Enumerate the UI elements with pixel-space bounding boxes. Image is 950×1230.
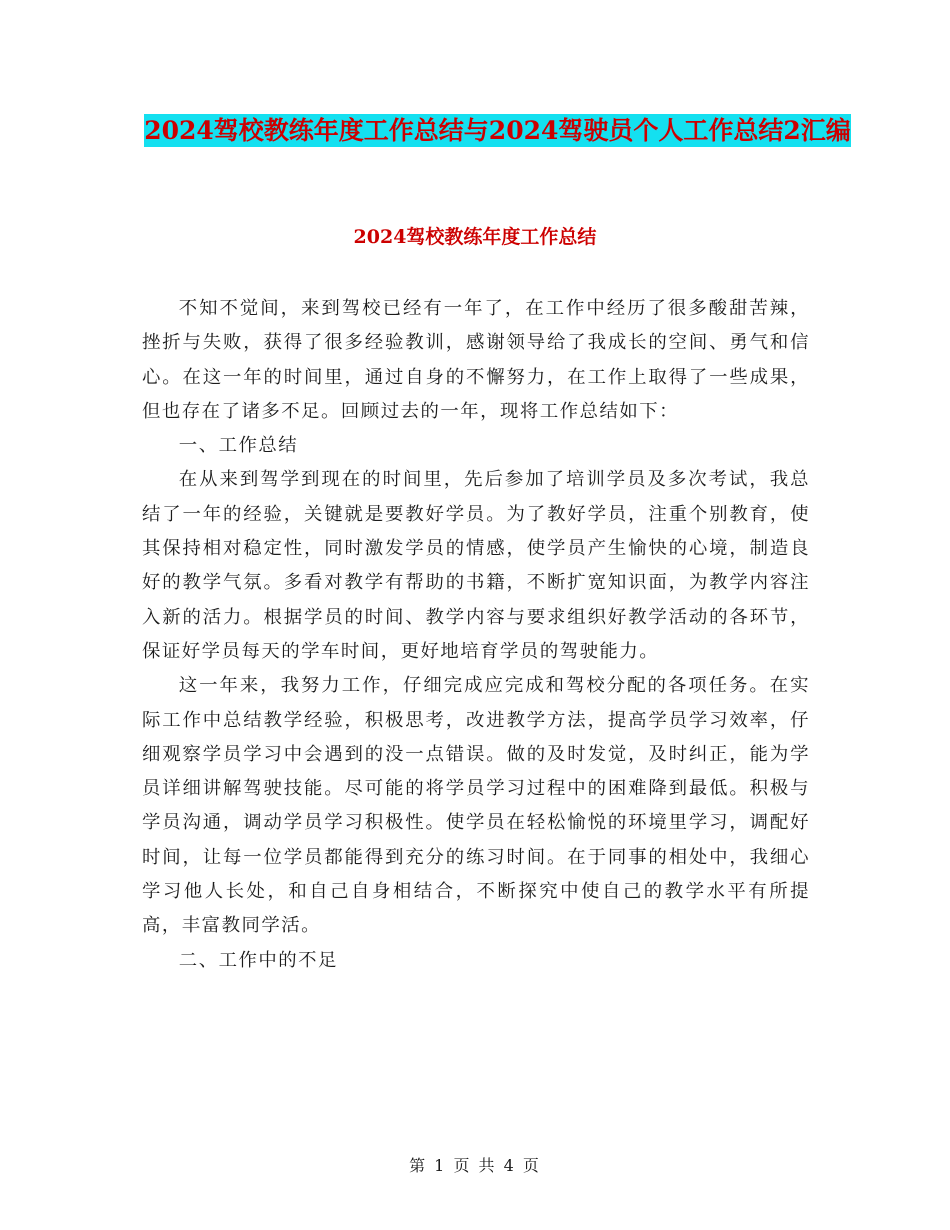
paragraph-work-summary: 在从来到驾学到现在的时间里，先后参加了培训学员及多次考试，我总结了一年的经验，关键就是要教好学员。为了教好学员，注重个别教育，使其保持相对稳定性，同时激发学员的情感，使学员产生愉快的心境，制造良好的教学气氛。多看对教学有帮助的书籍，不断扩宽知识面，为教学内容注入新的活力。根据学员的时间、教学内容与要求组织好教学活动的各环节，保证好学员每天的学车时间，更好地培育学员的驾驶能力。 xyxy=(142,469,810,662)
document-title-highlight: 2024驾校教练年度工作总结与2024驾驶员个人工作总结2汇编 xyxy=(144,116,851,145)
document-body xyxy=(142,292,810,978)
heading-work-summary: 一、工作总结 xyxy=(178,435,299,457)
heading-shortcomings: 二、工作中的不足 xyxy=(178,949,338,971)
section-title: 2024驾校教练年度工作总结 xyxy=(353,226,597,248)
paragraph-this-year: 这一年来，我努力工作，仔细完成应完成和驾校分配的各项任务。在实际工作中总结教学经验，积极思考，改进教学方法，提高学员学习效率，仔细观察学员学习中会遇到的没一点错误。做的及时发觉，及时纠正，能为学员详细讲解驾驶技能。尽可能的将学员学习过程中的困难降到最低。积极与学员沟通，调动学员学习积极性。使学员在轻松愉悦的环境里学习，调配好时间，让每一位学员都能得到充分的练习时间。在于同事的相处中，我细心学习他人长处，和自己自身相结合，不断探究中使自己的教学水平有所提高，丰富教同学活。 xyxy=(142,675,810,937)
document-title xyxy=(140,108,855,154)
page-footer: 第 1 页 共 4 页 xyxy=(409,1156,541,1175)
paragraph-intro: 不知不觉间，来到驾校已经有一年了，在工作中经历了很多酸甜苦辣，挫折与失败，获得了很多经验教训，感谢领导给了我成长的空间、勇气和信心。在这一年的时间里，通过自身的不懈努力，在工作上取得了一些成果，但也存在了诸多不足。回顾过去的一年，现将工作总结如下： xyxy=(142,298,810,422)
